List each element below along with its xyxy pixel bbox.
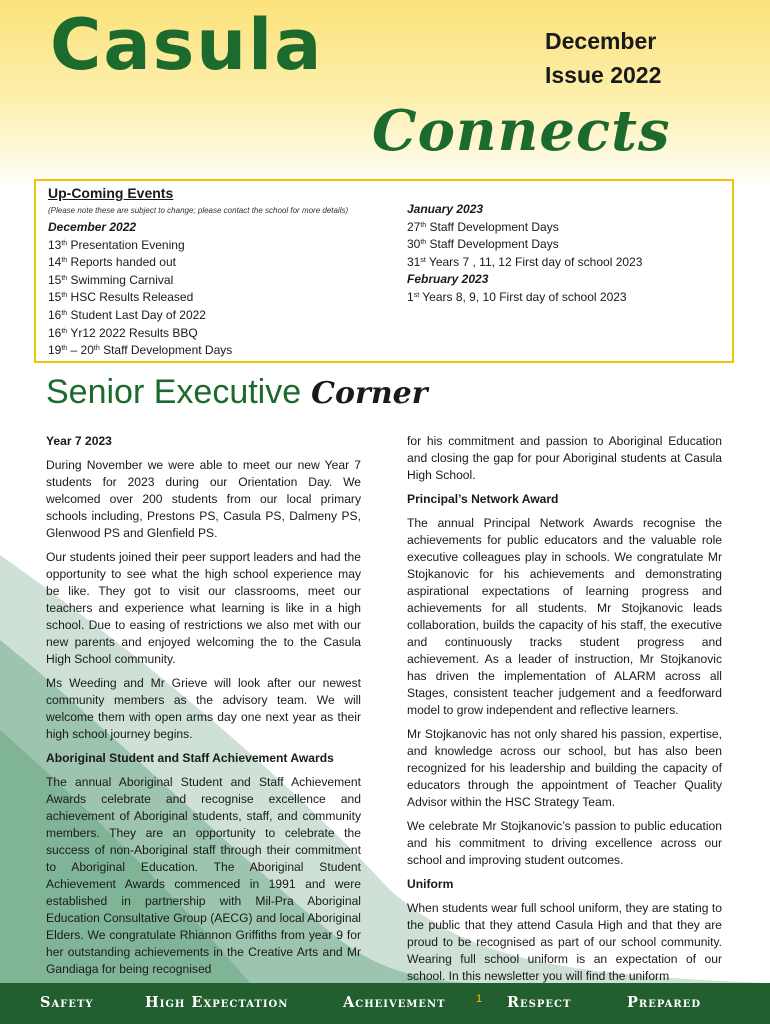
event-item: 27th Staff Development Days [407, 219, 559, 234]
event-item: 1st Years 8, 9, 10 First day of school 2023 [407, 289, 627, 304]
article-column-left [46, 433, 361, 985]
paragraph: We celebrate Mr Stojkanovic’s passion to public education and his commitment to driving excellence across our school and improving student outcomes. [407, 819, 722, 867]
events-column-new-year [407, 201, 642, 307]
event-item: 15th Swimming Carnival [48, 272, 174, 287]
event-item: 13th Presentation Evening [48, 237, 185, 252]
events-month-january: January 2023 [407, 202, 484, 216]
paragraph: Mr Stojkanovic has not only shared his passion, expertise, and knowledge across our school, but has also been recognized for his leadership and building the capacity of educators through the appointment of Teacher Quality Advisor within the HSC Strategy Team. [407, 727, 722, 809]
article-column-right [407, 433, 722, 992]
upcoming-events-box [34, 179, 734, 363]
heading-uniform: Uniform [407, 877, 454, 891]
issue-month: December [545, 28, 657, 54]
masthead-subtitle: Connects [372, 98, 671, 164]
paragraph: for his commitment and passion to Aboriginal Education and closing the gap for pour Aboriginal students at Casula High School. [407, 434, 722, 482]
paragraph: The annual Aboriginal Student and Staff Achievement Awards celebrate and recognise excellence and achievement of Aboriginal students, staff, and community members. They are an opportunity to celebrate the success of non-Aboriginal staff through their commitment to Aboriginal Education. The Aboriginal Student Achievement Awards commenced in 1991 and were established in partnership with Mil-Pra Aboriginal Education Consultative Group (AECG) and local Aboriginal Elders. We congratulate Rhiannon Griffiths from year 9 for her outstanding achievements in the Creative Arts and Mr Gandiaga for being recognised [46, 775, 361, 976]
events-column-december [48, 219, 232, 360]
paragraph: Ms Weeding and Mr Grieve will look after our newest community members as the advisory team. We will welcome them with open arms day one next year as their high school journey begins. [46, 676, 361, 741]
footer-value-acheivement: Acheivement [343, 994, 446, 1011]
events-month-february: February 2023 [407, 272, 489, 287]
issue-number: Issue 2022 [545, 62, 662, 88]
event-item: 15th HSC Results Released [48, 290, 194, 305]
heading-year7: Year 7 2023 [46, 434, 112, 448]
event-item: 14th Reports handed out [48, 255, 176, 270]
paragraph: Our students joined their peer support leaders and had the opportunity to see what the high school experience may be like. They got to visit our classrooms, meet our teachers and experience what learning is like in a high school. Due to easing of restrictions we also met with our new parents and enjoyed welcoming the to the Casula High School community. [46, 550, 361, 666]
event-item: 19th – 20th Staff Development Days [48, 343, 233, 358]
event-item: 16th Student Last Day of 2022 [48, 307, 206, 322]
heading-aboriginal-awards: Aboriginal Student and Staff Achievement Awards [46, 751, 334, 765]
paragraph: The annual Principal Network Awards recognise the achievements for public educators and the valuable role executive colleagues play in schools. We congratulate Mr Stojkanovic for his achievements and demonstrating aspirational expectations of learning progress and achievements for all students. Mr Stojkanovic leads collaboration, builds the capacity of his staff, the executive and continuously tracks student progress and achievement. As a leader of instruction, Mr Stojkanovic has driven the implementation of ALARM across all Stages, consistent teacher judgement and a feedforward model to grow independent and reflective learners. [407, 516, 722, 717]
event-item: 16th Yr12 2022 Results BBQ [48, 325, 198, 340]
event-item: 31st Years 7 , 11, 12 First day of school 2023 [407, 254, 643, 269]
footer-value-high-expectation: High Expectation [145, 994, 289, 1011]
section-title-accent: Corner [311, 376, 428, 411]
event-item: 30th Staff Development Days [407, 237, 559, 252]
footer-value-prepared: Prepared [627, 994, 701, 1011]
paragraph: During November we were able to meet our new Year 7 students for 2023 during our Orientation Day. We welcomed over 200 students from our local primary schools including, Prestons PS, Casula PS, Dalmeny PS, Glenwood PS and Glenfield PS. [46, 458, 361, 540]
events-note: (Please note these are subject to change; please contact the school for more details) [48, 206, 349, 215]
masthead-title: Casula [50, 4, 324, 86]
section-title: Senior Executive Corner [46, 373, 428, 411]
paragraph: When students wear full school uniform, they are stating to the public that they attend Casula High and that they are proud to be recognised as part of our school community. Wearing full school uniform is an expectation of our school. In this newsletter you will find the uniform [407, 901, 722, 983]
events-month-december: December 2022 [48, 220, 137, 234]
page-number: 1 [476, 993, 483, 1005]
events-heading: Up-Coming Events [48, 185, 174, 201]
footer-values-bar [0, 983, 770, 1024]
footer-value-safety: Safety [40, 994, 94, 1011]
heading-principal-award: Principal’s Network Award [407, 492, 559, 506]
footer-value-respect: Respect [507, 994, 572, 1011]
